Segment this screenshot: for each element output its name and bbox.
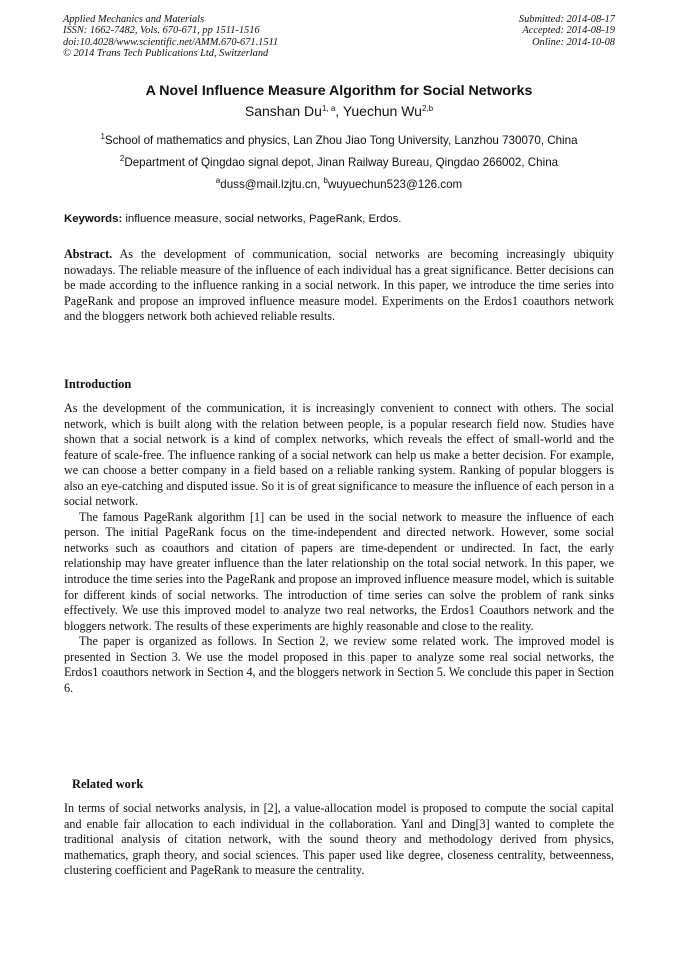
affiliation-2-text: Department of Qingdao signal depot, Jinan Railway Bureau, Qingdao 266002, China [124, 156, 559, 169]
affiliation-2 [0, 156, 678, 170]
copyright-line: © 2014 Trans Tech Publications Ltd, Switzerland [63, 48, 269, 60]
author-1-sup: 1, a [321, 104, 336, 113]
related-work-heading: Related work [72, 777, 144, 791]
keywords-text: influence measure, social networks, PageRank, Erdos. [122, 213, 402, 225]
issn-line: ISSN: 1662-7482, Vols. 670-671, pp 1511-1516 [63, 25, 260, 37]
author-2-sup: 2,b [421, 104, 434, 113]
intro-paragraph-2: The famous PageRank algorithm [1] can be used in the social network to measure the influence of each person. The initial PageRank focus on the time-independent and directed network. However, some social networks such as coauthors and citation of papers are time-dependent or undirected. In fact, the early relationship may have greater influence than the later relationship on the total social network. In this paper, we introduce the time series into the PageRank and propose an improved influence measure model, which is suitable for different kinds of social networks. The introduction of time series can solve the problem of rank sinks effectively. We use this improved model to analyze two real networks, the Erdos1 Coauthors network and the bloggers network. The results of these experiments are highly reasonable and close to the reality. [64, 509, 614, 633]
author-2-name: Yuechun Wu [342, 103, 422, 119]
abstract-paragraph [64, 247, 614, 325]
author-1-name: Sanshan Du [244, 103, 322, 119]
email-b: wuyuechun523@126.com [327, 178, 463, 191]
affiliation-2-sup: 2 [119, 154, 125, 163]
email-a-sup: a [215, 176, 221, 185]
intro-paragraph-1: As the development of the communication, it is increasingly convenient to connect with others. The social network, which is built along with the relation between people, is a popular research field now. Studies have shown that a social network is a kind of complex networks, which reveals the effect of small-world and the feature of scale-free. The influence ranking of a social network can help us make a better decision. For example, we can choose a better company in a field based on a reliable ranking system. Ranking of popular bloggers is also an eye-catching and disputed issue. So it is of great significance to measure the influence of each person in a social network. [64, 401, 614, 509]
doi-line: doi:10.4028/www.scientific.net/AMM.670-671.1511 [63, 36, 279, 48]
journal-header-left [63, 14, 278, 60]
keywords-line [64, 212, 401, 226]
online-date: Online: 2014-10-08 [532, 36, 615, 48]
abstract-label: Abstract. [64, 247, 113, 261]
email-b-sup: b [323, 176, 328, 185]
author-line [0, 102, 678, 120]
journal-name: Applied Mechanics and Materials [63, 14, 205, 25]
email-a: duss@mail.lzjtu.cn, [220, 178, 324, 191]
related-work-paragraph-1: In terms of social networks analysis, in [2], a value-allocation model is proposed to compute the social capital and enable fair allocation to each individual in the collaboration. Yanl and Ding[3] wanted to complete the traditional analysis of citation network, with the sound theory and methodology derived from physics, mathematics, graph theory, and social sciences. This paper used like degree, closeness centrality, betweenness, clustering coefficient and PageRank to measure the centrality. [64, 801, 614, 878]
journal-header-right [519, 14, 615, 48]
affiliation-1-text: School of mathematics and physics, Lan Zhou Jiao Tong University, Lanzhou 730070, China [104, 134, 578, 147]
accepted-date: Accepted: 2014-08-19 [522, 25, 615, 37]
keywords-label: Keywords: [64, 213, 123, 225]
intro-paragraph-3: The paper is organized as follows. In Section 2, we review some related work. The improved model is presented in Section 3. We use the model proposed in this paper to analyze some real social networks, the Erdos1 coauthors network in Section 4, and the bloggers network in Section 5. We conclude this paper in Section 6. [64, 634, 614, 695]
abstract-block [64, 247, 614, 325]
email-line [0, 178, 678, 192]
affiliation-1-sup: 1 [100, 132, 105, 141]
submitted-date: Submitted: 2014-08-17 [518, 14, 615, 25]
introduction-heading: Introduction [64, 377, 132, 391]
author-separator: , [335, 103, 343, 119]
related-work-body [64, 801, 614, 879]
affiliation-1 [0, 134, 678, 148]
paper-title: A Novel Influence Measure Algorithm for Social Networks [145, 83, 533, 99]
introduction-body [64, 401, 614, 696]
abstract-text: As the development of communication, social networks are becoming increasingly ubiquity nowadays. The reliable measure of the influence of each individual has a great significance. Better decisions can be made according to the influence ranking in a social network. In this paper, we introduce the time series into PageRank and propose an improved influence measure model. Experiments on the Erdos1 coauthors network and the bloggers network both achieved reliable results. [64, 247, 614, 324]
